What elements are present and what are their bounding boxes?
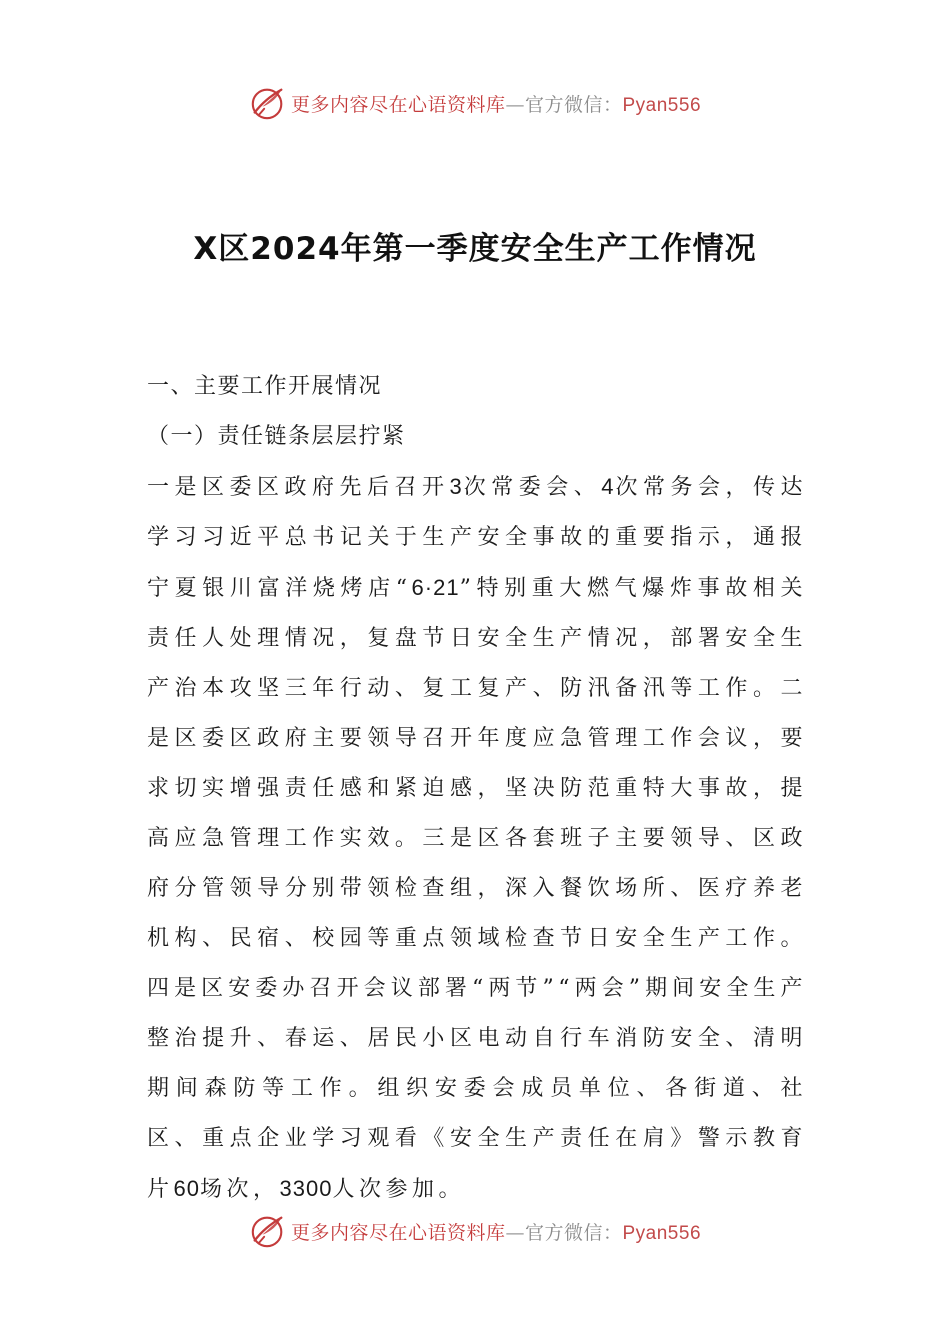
paragraph-number: 4 bbox=[601, 474, 615, 499]
banner-main-text: 更多内容尽在心语资料库 bbox=[290, 1221, 506, 1244]
footer-watermark-banner bbox=[0, 1212, 950, 1250]
paragraph-number: 3300 bbox=[279, 1176, 333, 1201]
banner-label: 官方微信： bbox=[524, 1221, 623, 1244]
quill-logo-icon bbox=[249, 1212, 287, 1250]
banner-wechat-id: Pyan556 bbox=[622, 94, 702, 116]
banner-wechat-id: Pyan556 bbox=[622, 1222, 702, 1244]
banner-main-text: 更多内容尽在心语资料库 bbox=[290, 93, 506, 116]
paragraph-number: 3 bbox=[449, 474, 463, 499]
banner-text bbox=[291, 1218, 701, 1245]
banner-separator: — bbox=[505, 93, 525, 116]
banner-separator: — bbox=[505, 1221, 525, 1244]
paragraph-segment: 场次， bbox=[200, 1177, 280, 1202]
banner-text bbox=[291, 90, 701, 117]
paragraph-number: 60 bbox=[173, 1176, 200, 1201]
quill-logo-icon bbox=[249, 84, 287, 122]
header-watermark-banner bbox=[0, 84, 950, 122]
paragraph-segment: ”特别重大燃气爆炸事故相关责任人处理情况，复盘节日安全生产情况，部署安全生产治本攻坚三年行动、复工复产、防汛备汛等工作。二是区委区政府主要领导召开年度应急管理工作会议，要求切实增强责任感和紧迫感，坚决防范重特大事故，提高应急管理工作实效。三是区各套班子主要领导、区政府分管领导分别带领检查组，深入餐饮场所、医疗养老机构、民宿、校园等重点领域检查节日安全生产工作。四是区安委办召开会议部署“两节”“两会”期间安全生产整治提升、春运、居民小区电动自行车消防安全、清明期间森防等工作。组织安委会成员单位、各街道、社区、重点企业学习观看《安全生产责任在肩》警示教育片 bbox=[147, 576, 807, 1202]
banner-label: 官方微信： bbox=[524, 93, 623, 116]
paragraph-number: 6·21 bbox=[411, 575, 460, 600]
paragraph-segment: 人次参加。 bbox=[332, 1177, 465, 1202]
document-title: X区2024年第一季度安全生产工作情况 bbox=[193, 231, 757, 267]
document-body bbox=[147, 362, 807, 1215]
paragraph-segment: 一是区委区政府先后召开 bbox=[147, 475, 450, 500]
paragraph-segment: 次常委会、 bbox=[462, 475, 602, 500]
section-heading: 一、主要工作开展情况 bbox=[147, 374, 383, 399]
paragraph-segment: 次常务会，传达学习习近平总书记关于生产安全事故的重要指示，通报宁夏银川富洋烧烤店“ bbox=[147, 475, 807, 601]
subsection-heading: （一）责任链条层层拧紧 bbox=[147, 424, 406, 449]
body-paragraph bbox=[147, 462, 807, 1215]
